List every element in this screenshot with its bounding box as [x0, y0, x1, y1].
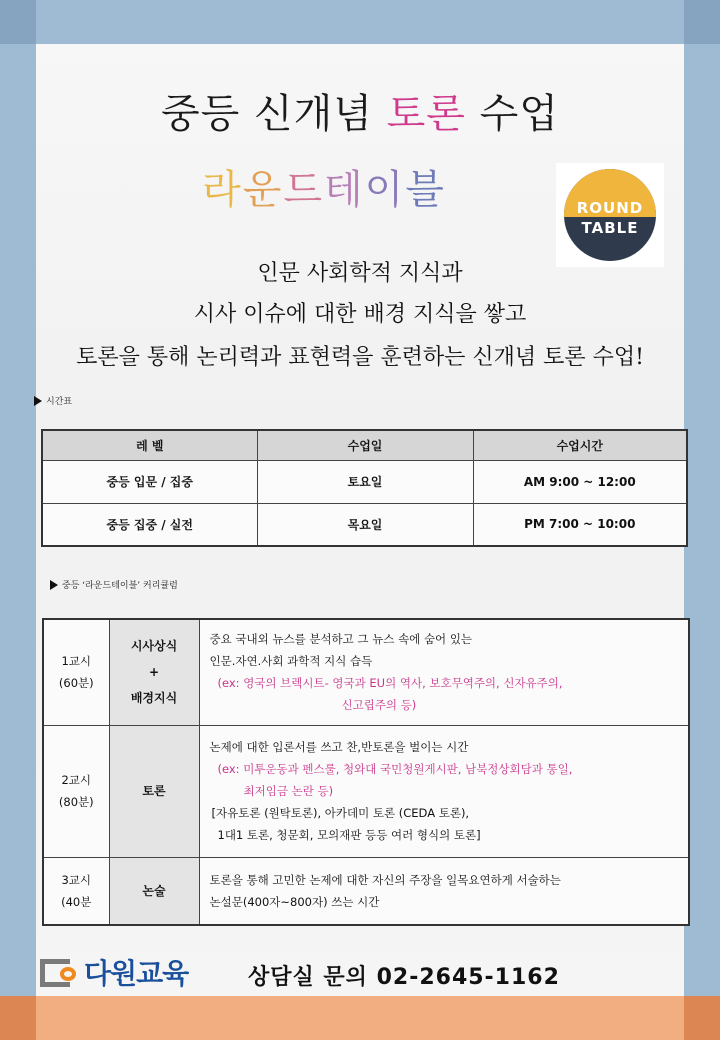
table-row: [43, 857, 689, 925]
subtitle-char: 이: [364, 167, 406, 213]
table-row: [43, 619, 689, 725]
period-duration: (40분: [61, 894, 92, 909]
dawon-logo: [40, 952, 188, 992]
frame-bottom-border: [0, 996, 720, 1040]
column-header: 레 벨: [42, 430, 257, 460]
topic-cell: [109, 857, 199, 925]
description-line: 1대1 토론, 청문회, 모의재판 등등 여러 형식의 토론]: [217, 828, 481, 842]
subtitle-char: 블: [405, 167, 446, 213]
description-line: [자유토론 (원탁토론), 아카데미 토론 (CEDA 토론),: [211, 806, 470, 820]
description-cell: [199, 725, 689, 857]
table-row: [42, 503, 687, 546]
frame-corner: [684, 0, 720, 44]
table-header-row: [42, 430, 687, 460]
period-label: 3교시: [61, 872, 92, 887]
title-highlight: 토론: [386, 91, 466, 137]
schedule-label-text: 시간표: [46, 397, 73, 407]
brand-name: 다원교육: [84, 957, 189, 990]
period-cell: [43, 725, 109, 857]
page-title: [36, 82, 684, 139]
logo-text-bottom: TABLE: [581, 219, 639, 237]
brand-mark-icon: [40, 955, 82, 989]
frame-corner: [684, 996, 720, 1040]
table-cell: 중등 입문 / 집중: [42, 460, 257, 503]
period-label: 1교시: [61, 654, 92, 669]
subtitle-char: 테: [324, 167, 365, 213]
triangle-bullet-icon: [34, 396, 42, 406]
example-line: (ex: 영국의 브렉시트- 영국과 EU의 역사, 보호무역주의, 신자유주의,: [217, 676, 563, 691]
table-cell: 중등 집중 / 실전: [42, 503, 257, 546]
topic-label: 토론: [142, 784, 166, 798]
frame-left-border: [0, 0, 36, 1040]
intro-line: 토론을 통해 논리력과 표현력을 훈련하는 신개념 토론 수업!: [76, 345, 644, 370]
description-cell: [199, 619, 689, 725]
example-line: 최저임금 논란 등): [243, 784, 334, 798]
curriculum-table: [42, 618, 690, 926]
schedule-table: [41, 429, 688, 547]
table-row: [43, 725, 689, 857]
intro-line: 시사 이슈에 대한 배경 지식을 쌓고: [193, 302, 527, 327]
schedule-label: [34, 394, 72, 407]
period-cell: [43, 619, 109, 725]
column-header: 수업시간: [473, 430, 687, 460]
title-text-end: 수업: [465, 91, 559, 137]
topic-label: 배경지식: [130, 691, 178, 706]
subtitle-char: 라: [202, 167, 243, 213]
example-line: (ex: 미투운동과 펜스룰, 청와대 국민청원게시판, 남북정상회담과 통일,: [217, 762, 573, 776]
table-cell: 목요일: [257, 503, 473, 546]
table-cell: 토요일: [257, 460, 473, 503]
topic-plus: +: [148, 665, 160, 680]
table-cell: AM 9:00 ~ 12:00: [473, 460, 687, 503]
subtitle-char: 운: [242, 167, 284, 213]
example-line: 신고립주의 등): [341, 698, 417, 713]
topic-label: 시사상식: [130, 639, 178, 654]
table-cell: PM 7:00 ~ 10:00: [473, 503, 687, 546]
period-duration: (60분): [58, 676, 94, 691]
page-subtitle: [36, 158, 612, 215]
round-table-logo: [556, 163, 664, 267]
frame-corner: [0, 996, 36, 1040]
period-label: 2교시: [61, 773, 92, 787]
subtitle-char: 드: [283, 167, 324, 213]
description-line: 토론을 통해 고민한 논제에 대한 자신의 주장을 일목요연하게 서술하는: [209, 872, 561, 887]
topic-cell: [109, 725, 199, 857]
period-cell: [43, 857, 109, 925]
period-duration: (80분): [58, 795, 94, 809]
table-row: [42, 460, 687, 503]
description-cell: [199, 857, 689, 925]
description-line: 논제에 대한 입론서를 쓰고 찬,반토론을 벌이는 시간: [209, 740, 469, 754]
contact-phone: 상담실 문의 02-2645-1162: [248, 965, 560, 990]
logo-text-top: ROUND: [576, 199, 644, 217]
title-text: 중등 신개념: [161, 91, 387, 137]
intro-line: 인문 사회학적 지식과: [257, 261, 463, 286]
triangle-bullet-icon: [50, 580, 58, 590]
description-line: 중요 국내외 뉴스를 분석하고 그 뉴스 속에 숨어 있는: [209, 632, 473, 647]
description-line: 논설문(400자~800자) 쓰는 시간: [209, 894, 380, 909]
curriculum-label-text: 중등 ‘라운드테이블’ 커리큘럼: [62, 581, 178, 591]
logo-circle: [564, 169, 656, 261]
frame-corner: [0, 0, 36, 44]
topic-cell: [109, 619, 199, 725]
curriculum-label: [50, 578, 178, 591]
column-header: 수업일: [257, 430, 473, 460]
frame-top-border: [0, 0, 720, 44]
description-line: 인문.자연.사회 과학적 지식 습득: [209, 654, 373, 669]
topic-label: 논술: [142, 883, 166, 898]
